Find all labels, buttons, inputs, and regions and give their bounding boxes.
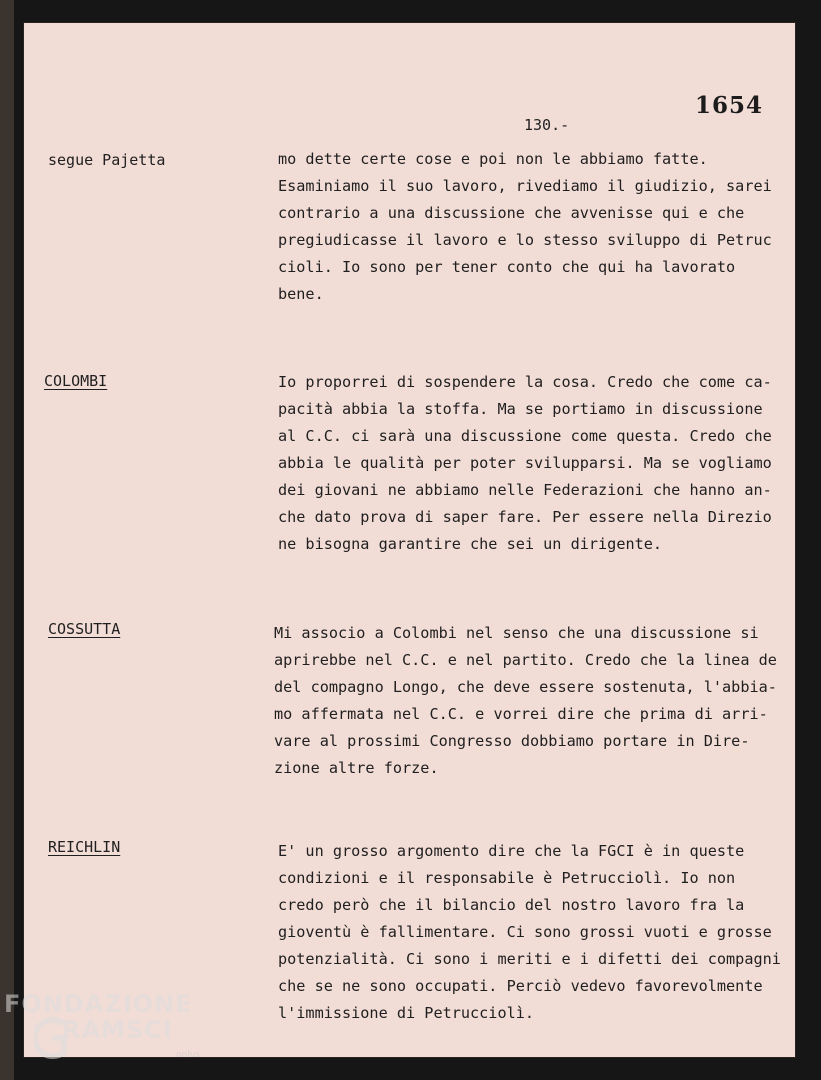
text-line: cioli. Io sono per tener conto che qui ha lavorato [278, 258, 736, 276]
text-line: pacità abbia la stoffa. Ma se portiamo in discussione [278, 400, 763, 418]
text-line: pregiudicasse il lavoro e lo stesso sviluppo di Petruc [278, 231, 772, 249]
text-line: al C.C. ci sarà una discussione come questa. Credo che [278, 427, 772, 445]
continuation-label: segue Pajetta [48, 151, 166, 169]
text-line: abbia le qualità per poter svilupparsi. Ma se vogliamo [278, 454, 772, 472]
logo-line-3: onlus [176, 1050, 201, 1060]
text-line: Mi associo a Colombi nel senso che una discussione si [274, 624, 759, 642]
logo-line-2: RAMSCI [62, 1016, 173, 1044]
logo-line-1: FONDAZIONE [4, 990, 193, 1018]
text-line: Esaminiamo il suo lavoro, rivediamo il giudizio, sarei [278, 177, 772, 195]
text-line: del compagno Longo, che deve essere sostenuta, l'abbia- [274, 678, 777, 696]
scan-edge [0, 0, 14, 1080]
sub-page-number: 130.- [524, 116, 570, 134]
text-line: zione altre forze. [274, 759, 439, 777]
text-line: contrario a una discussione che avvenisse qui e che [278, 204, 745, 222]
text-line: E' un grosso argomento dire che la FGCI è in queste [278, 842, 745, 860]
continuation-text [278, 146, 798, 308]
intervention-colombi [278, 369, 798, 558]
text-line: vare al prossimi Congresso dobbiamo portare in Dire- [274, 732, 750, 750]
speaker-cossutta: COSSUTTA [48, 620, 121, 638]
text-line: che dato prova di saper fare. Per essere nella Direzio [278, 508, 772, 526]
speaker-colombi: COLOMBI [44, 372, 108, 390]
text-line: mo affermata nel C.C. e vorrei dire che prima di arri- [274, 705, 768, 723]
text-line: aprirebbe nel C.C. e nel partito. Credo che la linea de [274, 651, 777, 669]
text-line: credo però che il bilancio del nostro lavoro fra la [278, 896, 745, 914]
text-line: mo dette certe cose e poi non le abbiamo fatte. [278, 150, 708, 168]
page-number: 1654 [695, 92, 764, 119]
speaker-reichlin: REICHLIN [48, 838, 121, 856]
text-line: gioventù è fallimentare. Ci sono grossi vuoti e grosse [278, 923, 772, 941]
fondazione-gramsci-logo [4, 990, 204, 1070]
intervention-cossutta [274, 620, 794, 782]
text-line: condizioni e il responsabile è Petrucciolì. Io non [278, 869, 736, 887]
text-line: dei giovani ne abbiamo nelle Federazioni che hanno an- [278, 481, 772, 499]
text-line: potenzialità. Ci sono i meriti e i difetti dei compagni [278, 950, 781, 968]
text-line: ne bisogna garantire che sei un dirigente. [278, 535, 663, 553]
text-line: l'immissione di Petrucciolì. [278, 1004, 535, 1022]
text-line: bene. [278, 285, 324, 303]
text-line: che se ne sono occupati. Perciò vedevo favorevolmente [278, 977, 763, 995]
text-line: Io proporrei di sospendere la cosa. Credo che come ca- [278, 373, 772, 391]
intervention-reichlin [278, 838, 798, 1027]
